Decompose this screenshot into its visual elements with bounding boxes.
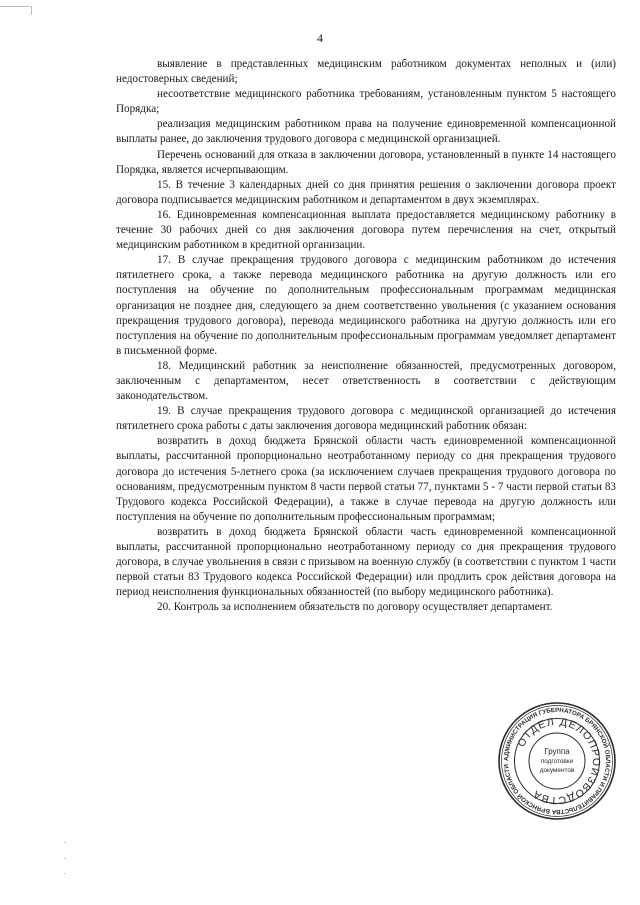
paragraph: возвратить в доход бюджета Брянской области часть единовременной компенсационной выплаты, рассчитанной пропорционально неотработанному периоду со дня прекращения трудового договора, в случае увольнения в связи с призывом на военную службу (в соответствии с пунктом 1 части первой статьи 83 Трудового кодекса Российской Федерации) или продлить срок действия договора на период неисполнения функциональных обязанностей (по выбору медицинского работника). — [116, 525, 616, 599]
paragraph: реализация медицинским работником права на получение единовременной компенсационной выплаты ранее, до заключения трудового договора с медицинской организацией. — [116, 118, 616, 146]
scan-mark — [0, 6, 30, 7]
paragraph: 16. Единовременная компенсационная выплата предоставляется медицинскому работнику в течение 30 рабочих дней со дня заключения договора путем перечисления на счет, открытый медицинским работником в кредитной организации. — [116, 208, 616, 252]
paragraph: Перечень оснований для отказа в заключении договора, установленный в пункте 14 настоящего Порядка, является исчерпывающим. — [116, 148, 616, 176]
paragraph: 17. В случае прекращения трудового договора с медицинским работником до истечения пятилетнего срока, а также перевода медицинского работника на другую должность или его поступления на обучение по дополнительным профессиональным программам медицинская организация не позднее дня, следующего за днем соответственно увольнения (с указанием основания прекращения трудового договора), перевода медицинского работника на другую должность или его поступления на обучение по дополнительным профессиональным программам уведомляет департамент в письменной форме. — [116, 254, 616, 357]
document-body — [116, 57, 616, 615]
scan-mark — [31, 6, 32, 15]
scan-mark — [64, 873, 65, 874]
paragraph: 18. Медицинский работник за неисполнение обязанностей, предусмотренных договором, заключенным с департаментом, несет ответственность в соответствии с действующим законодательством. — [116, 359, 616, 403]
paragraph: 15. В течение 3 календарных дней со дня принятия решения о заключении договора проект договора подписывается медицинским работником и департаментом в двух экземплярах. — [116, 178, 616, 206]
stamp-center-line: подготовки — [540, 758, 574, 765]
stamp-outer-text: АДМИНИСТРАЦИЯ ГУБЕРНАТОРА БРЯНСКОЙ ОБЛАСТИ И ПРАВИТЕЛЬСТВА БРЯНСКОЙ ОБЛАСТИ — [502, 706, 612, 816]
scan-mark — [64, 842, 65, 843]
office-stamp — [496, 700, 618, 822]
paragraph: несоответствие медицинского работника требованиям, установленным пунктом 5 настоящего Порядка; — [116, 88, 616, 116]
stamp-inner-text: ОТДЕЛ ДЕЛОПРОИЗВОДСТВА — [515, 715, 603, 807]
page-number: 4 — [317, 31, 323, 45]
paragraph: выявление в представленных медицинским работником документах неполных и (или) недостоверных сведений; — [116, 58, 616, 86]
scan-mark — [64, 858, 65, 859]
stamp-center-line: Группа — [544, 747, 570, 756]
paragraph: возвратить в доход бюджета Брянской области часть единовременной компенсационной выплаты, рассчитанной пропорционально неотработанному периоду со дня прекращения трудового договора до истечения 5-летнего срока (за исключением случаев прекращения трудового договора по основаниям, предусмотренным пунктом 8 части первой статьи 77, пунктами 5 - 7 части первой статьи 83 Трудового кодекса Российской Федерации), а также в случае перевода на другую должность или поступления на обучение по дополнительным профессиональным программам; — [116, 435, 616, 523]
paragraph: 20. Контроль за исполнением обязательств по договору осуществляет департамент. — [157, 601, 553, 614]
stamp-center-line: документов — [539, 767, 575, 774]
paragraph: 19. В случае прекращения трудового договора с медицинской организацией до истечения пятилетнего срока работы с даты заключения договора медицинский работник обязан: — [116, 405, 616, 433]
